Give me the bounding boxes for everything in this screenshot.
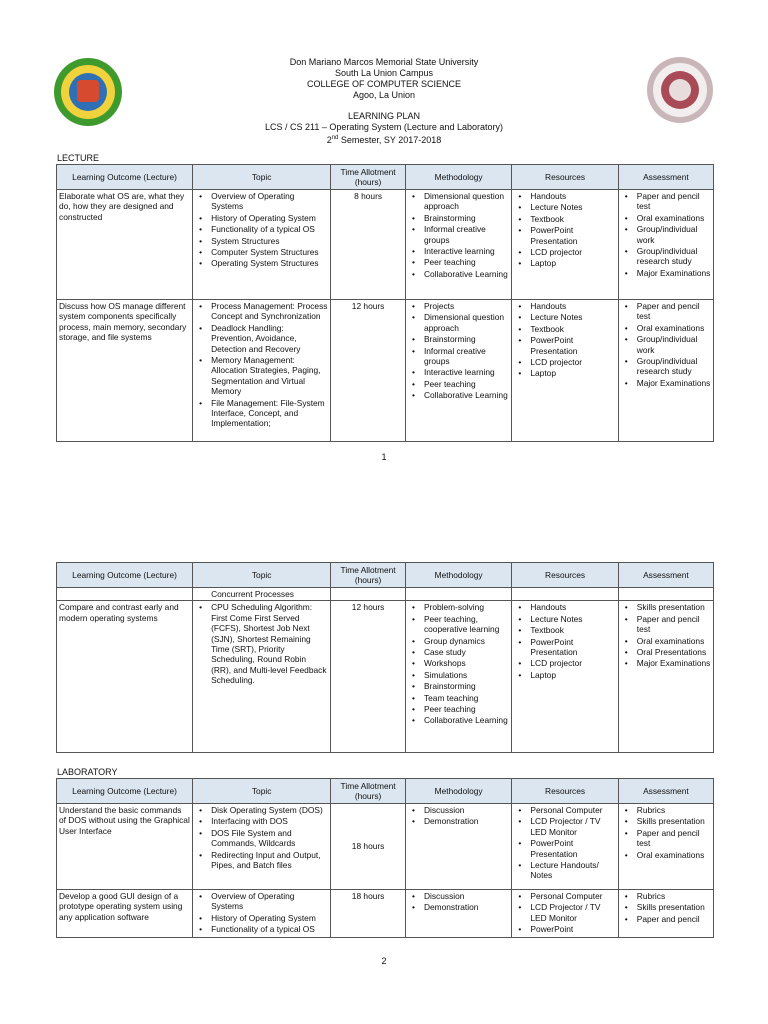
list-item: • History of Operating System	[211, 213, 328, 223]
college-name: COLLEGE OF COMPUTER SCIENCE	[306, 79, 462, 89]
list-item: • Case study	[424, 647, 509, 657]
list-item: • Interactive learning	[424, 246, 509, 256]
topic-list	[195, 301, 328, 429]
list-item: • Rubrics	[637, 805, 711, 815]
method-list	[408, 191, 509, 279]
list-item: • Major Examinations	[637, 378, 711, 388]
list-item: • Interactive learning	[424, 367, 509, 377]
list-item: • LCD projector	[530, 357, 615, 367]
list-item: • Demonstration	[424, 816, 509, 826]
resource-list	[514, 805, 615, 881]
list-item: • File Management: File-System Interface, Concept, and Implementation;	[211, 398, 328, 429]
time-cell: 18 hours	[331, 804, 406, 890]
document-header	[0, 57, 768, 146]
time-cell: 8 hours	[331, 190, 406, 300]
topic-list	[195, 191, 328, 269]
list-item: • Paper and pencil test	[637, 191, 711, 212]
list-item: • Group dynamics	[424, 636, 509, 646]
outcome-cell: Elaborate what OS are, what they do, how they are designed and constructed	[57, 190, 193, 300]
method-cell	[405, 804, 511, 890]
topic-list	[195, 805, 328, 870]
list-item: • Overview of Operating Systems	[211, 191, 328, 212]
document-title: LEARNING PLAN	[347, 111, 421, 121]
list-item: • Projects	[424, 301, 509, 311]
resource-cell	[512, 601, 618, 753]
lecture-continued-table	[56, 562, 714, 753]
col-header: Assessment	[618, 779, 713, 804]
resource-cell	[512, 804, 618, 890]
list-item: • Lecture Handouts/ Notes	[530, 860, 615, 881]
location: Agoo, La Union	[352, 90, 416, 100]
list-item: • Personal Computer	[530, 891, 615, 901]
table-row	[57, 804, 714, 890]
page-number: 2	[381, 956, 387, 966]
assessment-cell	[618, 190, 713, 300]
list-item: • Skills presentation	[637, 902, 711, 912]
topic-cell	[193, 190, 331, 300]
list-item: • Lecture Notes	[530, 312, 615, 322]
col-header: Time Allotment (hours)	[331, 165, 406, 190]
list-item: • CPU Scheduling Algorithm: First Come First Served (FCFS), Shortest Job Next (SJN), Shortest Remaining Time (SRT), Priority Scheduling, Round Robin (RR), and Multi-level Feedback Scheduling.	[211, 602, 328, 685]
col-header: Resources	[512, 779, 618, 804]
list-item: • Handouts	[530, 191, 615, 201]
resource-cell	[512, 890, 618, 938]
laboratory-table	[56, 778, 714, 938]
assessment-cell	[618, 890, 713, 938]
topic-cell	[193, 601, 331, 753]
outcome-cell: Compare and contrast early and modern operating systems	[57, 601, 193, 753]
assessment-cell	[618, 804, 713, 890]
list-item: • Functionality of a typical OS	[211, 924, 328, 934]
list-item: • Paper and pencil test	[637, 301, 711, 322]
table-row	[57, 588, 714, 601]
list-item: • Memory Management: Allocation Strategies, Paging, Segmentation and Virtual Memory	[211, 355, 328, 397]
table-header-row	[57, 779, 714, 804]
table-row	[57, 890, 714, 938]
list-item: • Group/individual work	[637, 334, 711, 355]
carry-over-topic: Concurrent Processes	[193, 588, 331, 601]
col-header: Assessment	[618, 165, 713, 190]
list-item: • LCD Projector / TV LED Monitor	[530, 816, 615, 837]
section-label-laboratory: LABORATORY	[57, 767, 118, 777]
list-item: • Computer System Structures	[211, 247, 328, 257]
list-item: • Laptop	[530, 258, 615, 268]
list-item: • Paper and pencil test	[637, 614, 711, 635]
list-item: • LCD projector	[530, 658, 615, 668]
method-list	[408, 301, 509, 401]
list-item: • Discussion	[424, 891, 509, 901]
list-item: • Lecture Notes	[530, 202, 615, 212]
list-item: • Team teaching	[424, 693, 509, 703]
list-item: • LCD Projector / TV LED Monitor	[530, 902, 615, 923]
table-row	[57, 190, 714, 300]
assessment-list	[621, 301, 711, 388]
col-header: Topic	[193, 165, 331, 190]
list-item: • Brainstorming	[424, 681, 509, 691]
list-item: • Peer teaching, cooperative learning	[424, 614, 509, 635]
col-header: Methodology	[405, 165, 511, 190]
assessment-list	[621, 602, 711, 668]
method-cell	[405, 601, 511, 753]
col-header: Learning Outcome (Lecture)	[57, 165, 193, 190]
list-item: • Skills presentation	[637, 816, 711, 826]
list-item: • Brainstorming	[424, 213, 509, 223]
col-header: Topic	[193, 779, 331, 804]
campus-name: South La Union Campus	[334, 68, 434, 78]
list-item: • Rubrics	[637, 891, 711, 901]
list-item: • Problem-solving	[424, 602, 509, 612]
outcome-cell: Discuss how OS manage different system components specifically process, main memory, secondary storage, and file systems	[57, 300, 193, 442]
list-item: • Collaborative Learning	[424, 269, 509, 279]
table-header-row	[57, 165, 714, 190]
list-item: • Functionality of a typical OS	[211, 224, 328, 234]
list-item: • Group/individual research study	[637, 356, 711, 377]
list-item: • Disk Operating System (DOS)	[211, 805, 328, 815]
outcome-cell: Understand the basic commands of DOS without using the Graphical User Interface	[57, 804, 193, 890]
list-item: • Oral examinations	[637, 213, 711, 223]
col-header: Time Allotment (hours)	[331, 563, 406, 588]
col-header: Topic	[193, 563, 331, 588]
col-header: Methodology	[405, 779, 511, 804]
list-item: • Peer teaching	[424, 379, 509, 389]
time-cell: 18 hours	[331, 890, 406, 938]
list-item: • Oral examinations	[637, 636, 711, 646]
method-list	[408, 602, 509, 725]
resource-list	[514, 602, 615, 680]
list-item: • Informal creative groups	[424, 346, 509, 367]
table-row	[57, 300, 714, 442]
list-item: • Oral examinations	[637, 323, 711, 333]
assessment-list	[621, 891, 711, 924]
list-item: • Redirecting Input and Output, Pipes, and Batch files	[211, 850, 328, 871]
list-item: • Collaborative Learning	[424, 715, 509, 725]
list-item: • Simulations	[424, 670, 509, 680]
list-item: • Paper and pencil test	[637, 828, 711, 849]
assessment-cell	[618, 601, 713, 753]
col-header: Learning Outcome (Lecture)	[57, 779, 193, 804]
list-item: • History of Operating System	[211, 913, 328, 923]
list-item: • Demonstration	[424, 902, 509, 912]
list-item: • Skills presentation	[637, 602, 711, 612]
list-item: • Oral Presentations	[637, 647, 711, 657]
list-item: • Textbook	[530, 625, 615, 635]
assessment-cell	[618, 300, 713, 442]
resource-list	[514, 301, 615, 379]
list-item: • PowerPoint Presentation	[530, 637, 615, 658]
list-item: • Interfacing with DOS	[211, 816, 328, 826]
col-header: Resources	[512, 563, 618, 588]
list-item: • LCD projector	[530, 247, 615, 257]
list-item: • Discussion	[424, 805, 509, 815]
list-item: • Workshops	[424, 658, 509, 668]
list-item: • Personal Computer	[530, 805, 615, 815]
list-item: • PowerPoint	[530, 924, 615, 934]
list-item: • Paper and pencil	[637, 914, 711, 924]
list-item: • Textbook	[530, 324, 615, 334]
list-item: • Handouts	[530, 602, 615, 612]
list-item: • Laptop	[530, 368, 615, 378]
list-item: • Group/individual research study	[637, 246, 711, 267]
col-header: Time Allotment (hours)	[331, 779, 406, 804]
table-header-row	[57, 563, 714, 588]
list-item: • PowerPoint Presentation	[530, 225, 615, 246]
col-header: Learning Outcome (Lecture)	[57, 563, 193, 588]
list-item: • Brainstorming	[424, 334, 509, 344]
university-name: Don Mariano Marcos Memorial State University	[289, 57, 479, 67]
outcome-cell: Develop a good GUI design of a prototype operating system using any application software	[57, 890, 193, 938]
method-cell	[405, 190, 511, 300]
lecture-table	[56, 164, 714, 442]
list-item: • Process Management: Process Concept and Synchronization	[211, 301, 328, 322]
topic-list	[195, 602, 328, 685]
section-label-lecture: LECTURE	[57, 153, 100, 163]
time-cell: 12 hours	[331, 601, 406, 753]
resource-cell	[512, 300, 618, 442]
list-item: • Informal creative groups	[424, 224, 509, 245]
list-item: • DOS File System and Commands, Wildcards	[211, 828, 328, 849]
course-title: LCS / CS 211 – Operating System (Lecture and Laboratory)	[265, 122, 503, 132]
topic-cell	[193, 804, 331, 890]
list-item: • Dimensional question approach	[424, 312, 509, 333]
topic-cell	[193, 890, 331, 938]
method-cell	[405, 890, 511, 938]
list-item: • Collaborative Learning	[424, 390, 509, 400]
assessment-list	[621, 191, 711, 278]
list-item: • Handouts	[530, 301, 615, 311]
col-header: Methodology	[405, 563, 511, 588]
semester-line: 2nd Semester, SY 2017-2018	[326, 135, 442, 145]
list-item: • Lecture Notes	[530, 614, 615, 624]
method-cell	[405, 300, 511, 442]
list-item: • Textbook	[530, 214, 615, 224]
topic-cell	[193, 300, 331, 442]
list-item: • Operating System Structures	[211, 258, 328, 268]
assessment-list	[621, 805, 711, 860]
list-item: • Group/individual work	[637, 224, 711, 245]
list-item: • Peer teaching	[424, 704, 509, 714]
method-list	[408, 805, 509, 827]
list-item: • Laptop	[530, 670, 615, 680]
resource-list	[514, 891, 615, 935]
time-cell: 12 hours	[331, 300, 406, 442]
list-item: • Deadlock Handling: Prevention, Avoidance, Detection and Recovery	[211, 323, 328, 354]
list-item: • System Structures	[211, 236, 328, 246]
list-item: • Oral examinations	[637, 850, 711, 860]
topic-list	[195, 891, 328, 935]
col-header: Resources	[512, 165, 618, 190]
list-item: • Major Examinations	[637, 268, 711, 278]
resource-list	[514, 191, 615, 269]
list-item: • PowerPoint Presentation	[530, 838, 615, 859]
page-number: 1	[381, 452, 387, 462]
list-item: • PowerPoint Presentation	[530, 335, 615, 356]
col-header: Assessment	[618, 563, 713, 588]
list-item: • Peer teaching	[424, 257, 509, 267]
list-item: • Dimensional question approach	[424, 191, 509, 212]
resource-cell	[512, 190, 618, 300]
list-item: • Overview of Operating Systems	[211, 891, 328, 912]
table-row	[57, 601, 714, 753]
list-item: • Major Examinations	[637, 658, 711, 668]
method-list	[408, 891, 509, 913]
